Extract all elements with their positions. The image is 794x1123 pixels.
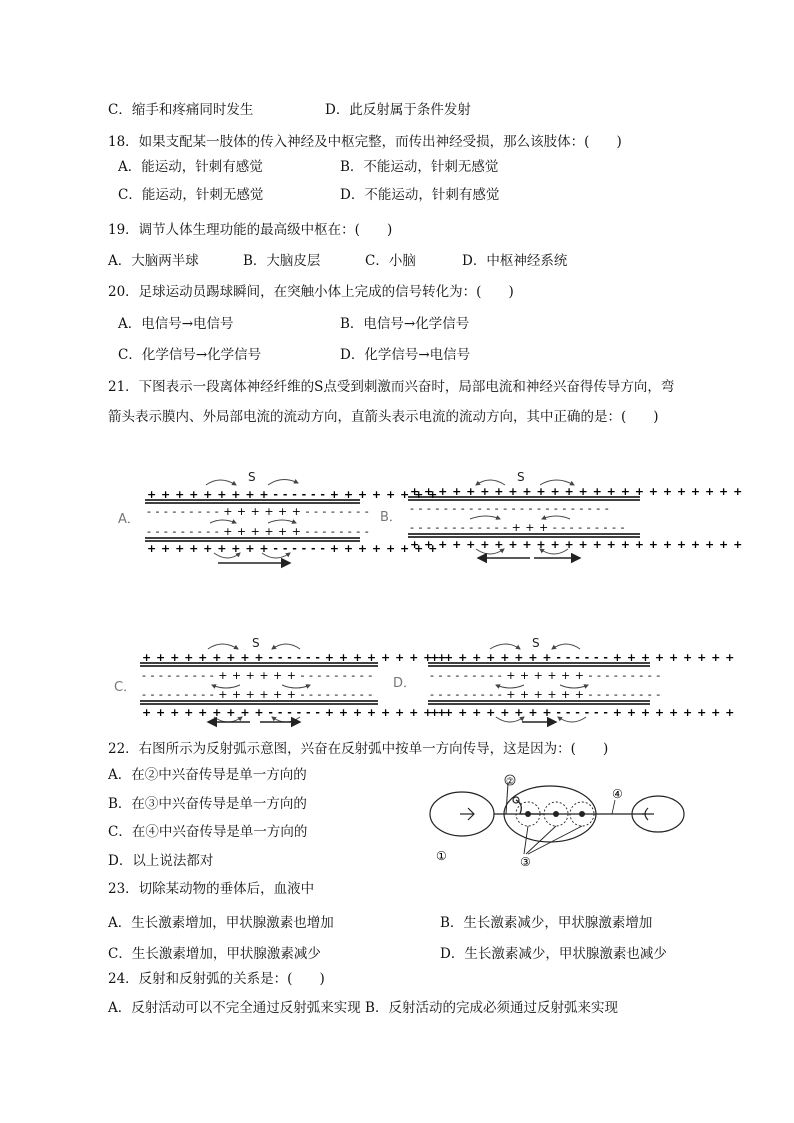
svg-text:- - - - - - - - - + + + + + +: - - - - - - - - - + + + + + + - - - - - - - - -: [142, 688, 373, 701]
q19-option-d: D．中枢神经系统: [462, 253, 568, 269]
panel-b-s-label: S: [517, 470, 525, 484]
panel-c-s-label: S: [252, 636, 260, 650]
q23-option-d: D．生长激素减少，甲状腺激素也减少: [440, 946, 667, 962]
q20-stem: 20．足球运动员踢球瞬间，在突触小体上完成的信号转化为：( ): [108, 284, 514, 300]
reflex-arc-figure: [420, 770, 700, 870]
q21-stem-line1: 21．下图表示一段离体神经纤维的S点受到刺激而兴奋时，局部电流和神经兴奋得传导方向，弯: [108, 379, 675, 395]
q18-option-b: B．不能运动，针刺无感觉: [340, 159, 499, 175]
panel-a-s-label: S: [248, 470, 256, 484]
q19-option-a: A．大脑两半球: [108, 253, 199, 269]
q24-options-ab: A．反射活动可以不完全通过反射弧来实现 B．反射活动的完成必须通过反射弧来实现: [108, 1000, 618, 1016]
q17-option-c: C．缩手和疼痛同时发生: [108, 102, 254, 118]
svg-text:+ + + + + + + + + - - - - - -: + + + + + + + + + - - - - - - + + + + + + + + +: [430, 651, 735, 664]
svg-text:- - - - - - - - - - - - + + +: - - - - - - - - - - - - + + + - - - - - - - - -: [410, 521, 625, 534]
q19-stem: 19．调节人体生理功能的最高级中枢在：( ): [108, 222, 393, 238]
q22-option-c: C．在④中兴奋传导是单一方向的: [108, 824, 308, 840]
label-3: ③: [520, 855, 531, 869]
q19-option-c: C．小脑: [365, 253, 416, 269]
q18-option-a: A．能运动，针刺有感觉: [118, 159, 263, 175]
svg-text:+ + + + + + + + + - - - - - -: + + + + + + + + + - - - - - - + + + + + + + + +: [142, 706, 447, 719]
svg-text:+ + + + + + + + + + + + + + +: + + + + + + + + + + + + + + + + + + + + + + + +: [410, 485, 743, 498]
label-4: ④: [612, 787, 623, 801]
svg-text:+ + + + + + + + + - - - - - -: + + + + + + + + + - - - - - - + + + + + + + +: [147, 488, 438, 501]
svg-text:- - - - - - - - - + + + + + +: - - - - - - - - - + + + + + + - - - - - - - - -: [430, 688, 661, 701]
svg-text:- - - - - - - - - + + + + + +: - - - - - - - - - + + + + + + - - - - - - - -: [147, 505, 370, 518]
q20-option-c: C．化学信号→化学信号: [118, 347, 262, 363]
svg-text:+ + + + + + + + + - - - - - -: + + + + + + + + + - - - - - - + + + + + + + + +: [142, 651, 447, 664]
svg-text:- - - - - - - - - + + + + + +: - - - - - - - - - + + + + + + - - - - - - - - -: [430, 669, 661, 682]
q18-option-c: C．能运动，针刺无感觉: [118, 187, 264, 203]
q22-option-a: A．在②中兴奋传导是单一方向的: [108, 767, 307, 783]
svg-text:+ + + + + + + + + - - - - - -: + + + + + + + + + - - - - - - + + + + + + + +: [147, 542, 438, 555]
q24-stem: 24．反射和反射弧的关系是：( ): [108, 971, 325, 987]
q20-option-a: A．电信号→电信号: [118, 316, 234, 332]
label-1: ①: [436, 849, 447, 863]
q23-option-b: B．生长激素减少，甲状腺激素增加: [440, 915, 653, 931]
svg-text:- - - - - - - - - + + + + + +: - - - - - - - - - + + + + + + - - - - - - - -: [147, 525, 370, 538]
q21-stem-line2: 箭头表示膜内、外局部电流的流动方向，直箭头表示电流的流动方向，其中正确的是：( ): [108, 409, 659, 425]
svg-text:- - - - - - - - - + + + + + +: - - - - - - - - - + + + + + + - - - - - - - - -: [142, 669, 373, 682]
q19-option-b: B．大脑皮层: [243, 253, 321, 269]
label-2: ②: [506, 777, 515, 787]
panel-b: [380, 470, 743, 558]
q18-option-d: D．不能运动，针刺有感觉: [340, 187, 500, 203]
panel-b-label: B．: [380, 510, 402, 525]
q20-option-d: D．化学信号→电信号: [340, 347, 471, 363]
panel-d-label: D．: [393, 676, 417, 691]
svg-text:- - - - - - - - - - - - - - -: - - - - - - - - - - - - - - - - - - - - - - - -: [410, 502, 610, 515]
q22-stem: 22．右图所示为反射弧示意图，兴奋在反射弧中按单一方向传导，这是因为：( ): [108, 741, 609, 757]
q22-option-b: B．在③中兴奋传导是单一方向的: [108, 796, 307, 812]
q17-option-d: D．此反射属于条件发射: [325, 102, 471, 118]
panel-d: [393, 636, 735, 722]
svg-text:+ + + + + + + + + + + + + + +: + + + + + + + + + + + + + + + + + + + + + + + +: [410, 538, 743, 551]
nerve-fiber-figure: [0, 455, 794, 755]
q20-option-b: B．电信号→化学信号: [340, 316, 470, 332]
q18-stem: 18．如果支配某一肢体的传入神经及中枢完整，而传出神经受损，那么该肢体：( ): [108, 134, 622, 150]
svg-text:+ + + + + + + + + - - - - - -: + + + + + + + + + - - - - - - + + + + + + + + +: [430, 706, 735, 719]
panel-c-label: C．: [114, 680, 137, 695]
q23-option-c: C．生长激素增加，甲状腺激素减少: [108, 946, 321, 962]
panel-d-s-label: S: [532, 636, 540, 650]
q22-option-d: D．以上说法都对: [108, 853, 214, 869]
panel-a-label: A．: [118, 512, 140, 527]
q23-option-a: A．生长激素增加，甲状腺激素也增加: [108, 915, 334, 931]
q23-stem: 23．切除某动物的垂体后，血液中: [108, 881, 315, 897]
